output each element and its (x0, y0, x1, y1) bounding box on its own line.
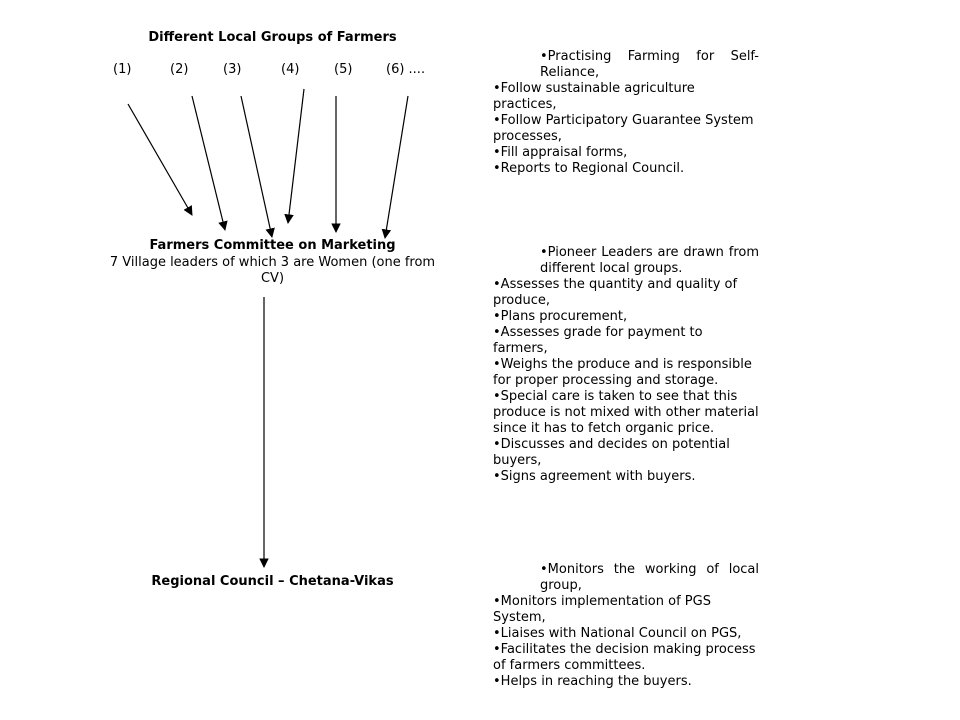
list-item: • Assesses the quantity and quality of produce, (493, 277, 759, 309)
list-item: • Signs agreement with buyers. (493, 469, 759, 485)
arrow-group-3 (241, 96, 272, 237)
group-label-4: (4) (281, 62, 300, 77)
list-item: • Facilitates the decision making process of farmers committees. (493, 642, 759, 674)
list-item: • Follow sustainable agriculture practices, (493, 81, 759, 113)
list-item: • Practising Farming for Self-Reliance, (493, 49, 759, 81)
list-item: • Plans procurement, (493, 309, 759, 325)
list-item: • Discusses and decides on potential buyers, (493, 437, 759, 469)
list-item: • Assesses grade for payment to farmers, (493, 325, 759, 357)
group-label-1: (1) (113, 62, 132, 77)
council-title: Regional Council – Chetana-Vikas (151, 574, 394, 589)
list-item: • Reports to Regional Council. (493, 161, 759, 177)
local-groups-title: Different Local Groups of Farmers (148, 30, 397, 45)
groups-responsibilities-list (493, 49, 759, 177)
arrow-group-1 (128, 104, 192, 215)
list-item: • Liaises with National Council on PGS, (493, 626, 759, 642)
list-item: • Special care is taken to see that this produce is not mixed with other material since it has to fetch organic price. (493, 389, 759, 437)
list-item: • Helps in reaching the buyers. (493, 674, 759, 690)
list-item: • Pioneer Leaders are drawn from different local groups. (493, 245, 759, 277)
arrow-group-2 (192, 96, 225, 230)
group-label-5: (5) (334, 62, 353, 77)
committee-subtitle: 7 Village leaders of which 3 are Women (one from CV) (109, 255, 436, 286)
committee-title: Farmers Committee on Marketing (149, 238, 396, 253)
committee-responsibilities-list (493, 245, 759, 485)
arrow-group-4 (288, 89, 304, 223)
list-item: • Monitors the working of local group, (493, 562, 759, 594)
list-item: • Monitors implementation of PGS System, (493, 594, 759, 626)
group-label-6: (6) .... (386, 62, 426, 77)
group-label-3: (3) (223, 62, 242, 77)
list-item: • Follow Participatory Guarantee System processes, (493, 113, 759, 145)
list-item: • Weighs the produce and is responsible for proper processing and storage. (493, 357, 759, 389)
list-item: • Fill appraisal forms, (493, 145, 759, 161)
group-label-2: (2) (170, 62, 189, 77)
arrow-group-6 (385, 96, 408, 238)
council-responsibilities-list (493, 562, 759, 690)
